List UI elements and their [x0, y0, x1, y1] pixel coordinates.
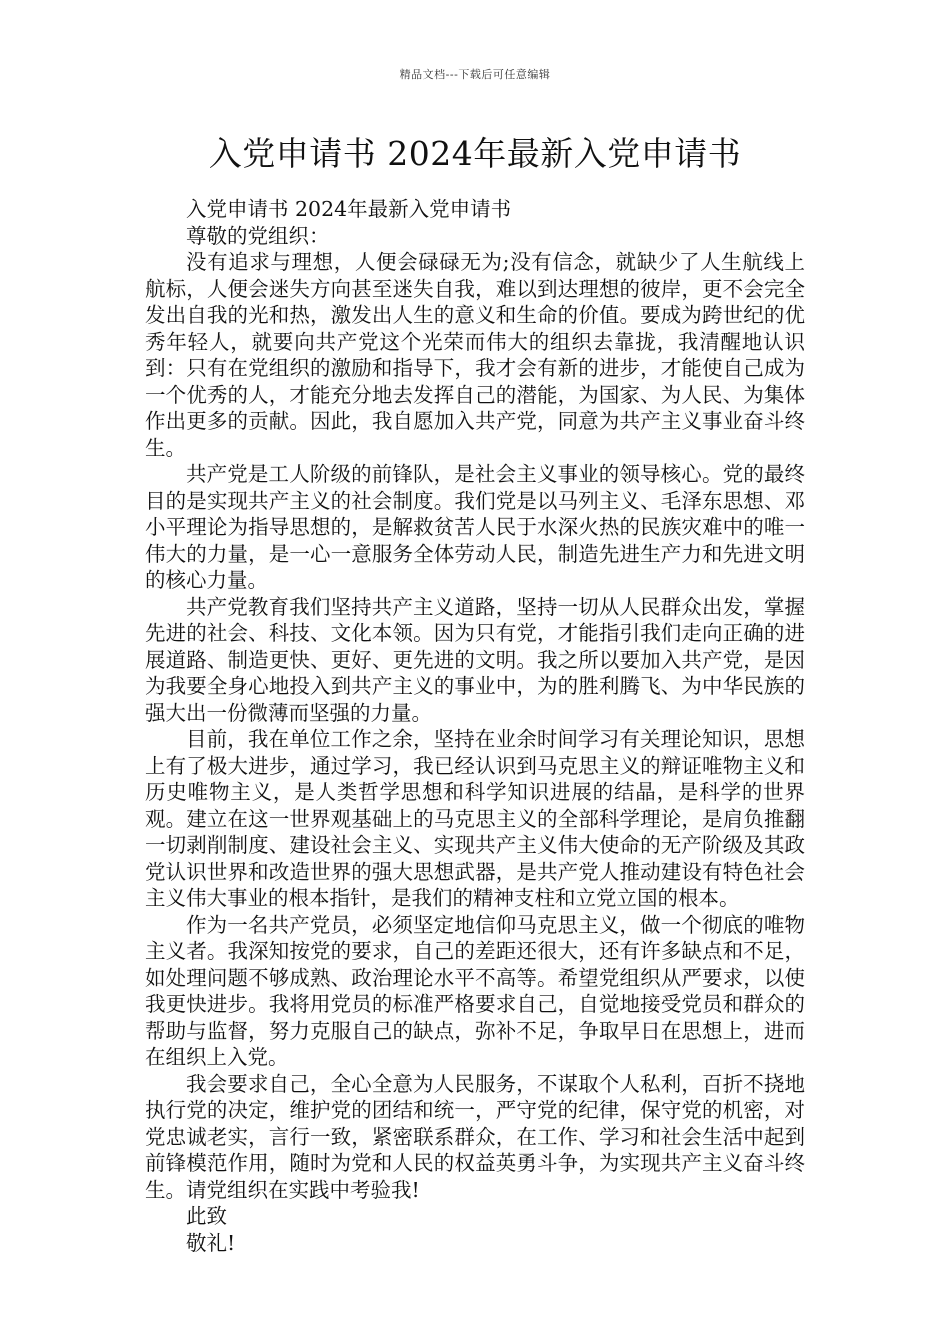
closing-salute: 敬礼!	[186, 1230, 236, 1255]
paragraph: 共产党教育我们坚持共产主义道路，坚持一切从人民群众出发，掌握先进的社会、科技、文化本领。因为只有党，才能指引我们走向正确的进展道路、制造更快、更好、更先进的文明。我之所以要加入共产党，是因为我要全身心地投入到共产主义的事业中，为的胜利腾飞、为中华民族的强大出一份微薄而坚强的力量。	[145, 594, 805, 725]
salutation: 尊敬的党组织：	[186, 223, 330, 248]
paragraph: 目前，我在单位工作之余，坚持在业余时间学习有关理论知识，思想上有了极大进步，通过学习，我已经认识到马克思主义的辩证唯物主义和历史唯物主义，是人类哲学思想和科学知识进展的结晶，是科学的世界观。建立在这一世界观基础上的马克思主义的全部科学理论，是肩负推翻一切剥削制度、建设社会主义、实现共产主义伟大使命的无产阶级及其政党认识世界和改造世界的强大思想武器，是共产党人推动建设有特色社会主义伟大事业的根本指针，是我们的精神支柱和立党立国的根本。	[145, 727, 805, 910]
paragraph: 没有追求与理想，人便会碌碌无为;没有信念，就缺少了人生航线上航标，人便会迷失方向甚至迷失自我，难以到达理想的彼岸，更不会完全发出自我的光和热，激发出人生的意义和生命的价值。要成为跨世纪的优秀年轻人，就要向共产党这个光荣而伟大的组织去靠拢，我清醒地认识到：只有在党组织的激励和指导下，我才会有新的进步，才能使自己成为一个优秀的人，才能充分地去发挥自己的潜能，为国家、为人民、为集体作出更多的贡献。因此，我自愿加入共产党，同意为共产主义事业奋斗终生。	[145, 250, 805, 460]
closing-greeting: 此致	[186, 1204, 227, 1228]
document-title: 入党申请书 2024年最新入党申请书	[208, 134, 742, 173]
subtitle-line: 入党申请书 2024年最新入党申请书	[186, 197, 512, 221]
document-body	[145, 196, 805, 1256]
header-note: 精品文档---下载后可任意编辑	[399, 68, 551, 81]
paragraph: 我会要求自己，全心全意为人民服务，不谋取个人私利，百折不挠地执行党的决定，维护党的团结和统一，严守党的纪律，保守党的机密，对党忠诚老实，言行一致，紧密联系群众，在工作、学习和社会生活中起到前锋模范作用，随时为党和人民的权益英勇斗争，为实现共产主义奋斗终生。请党组织在实践中考验我!	[145, 1071, 805, 1202]
paragraph: 共产党是工人阶级的前锋队，是社会主义事业的领导核心。党的最终目的是实现共产主义的社会制度。我们党是以马列主义、毛泽东思想、邓小平理论为指导思想的，是解救贫苦人民于水深火热的民族灾难中的唯一伟大的力量，是一心一意服务全体劳动人民，制造先进生产力和先进文明的核心力量。	[145, 462, 805, 592]
paragraph: 作为一名共产党员，必须坚定地信仰马克思主义，做一个彻底的唯物主义者。我深知按党的要求，自己的差距还很大，还有许多缺点和不足，如处理问题不够成熟、政治理论水平不高等。希望党组织从严要求，以使我更快进步。我将用党员的标准严格要求自己，自觉地接受党员和群众的帮助与监督，努力克服自己的缺点，弥补不足，争取早日在思想上，进而在组织上入党。	[145, 912, 805, 1069]
